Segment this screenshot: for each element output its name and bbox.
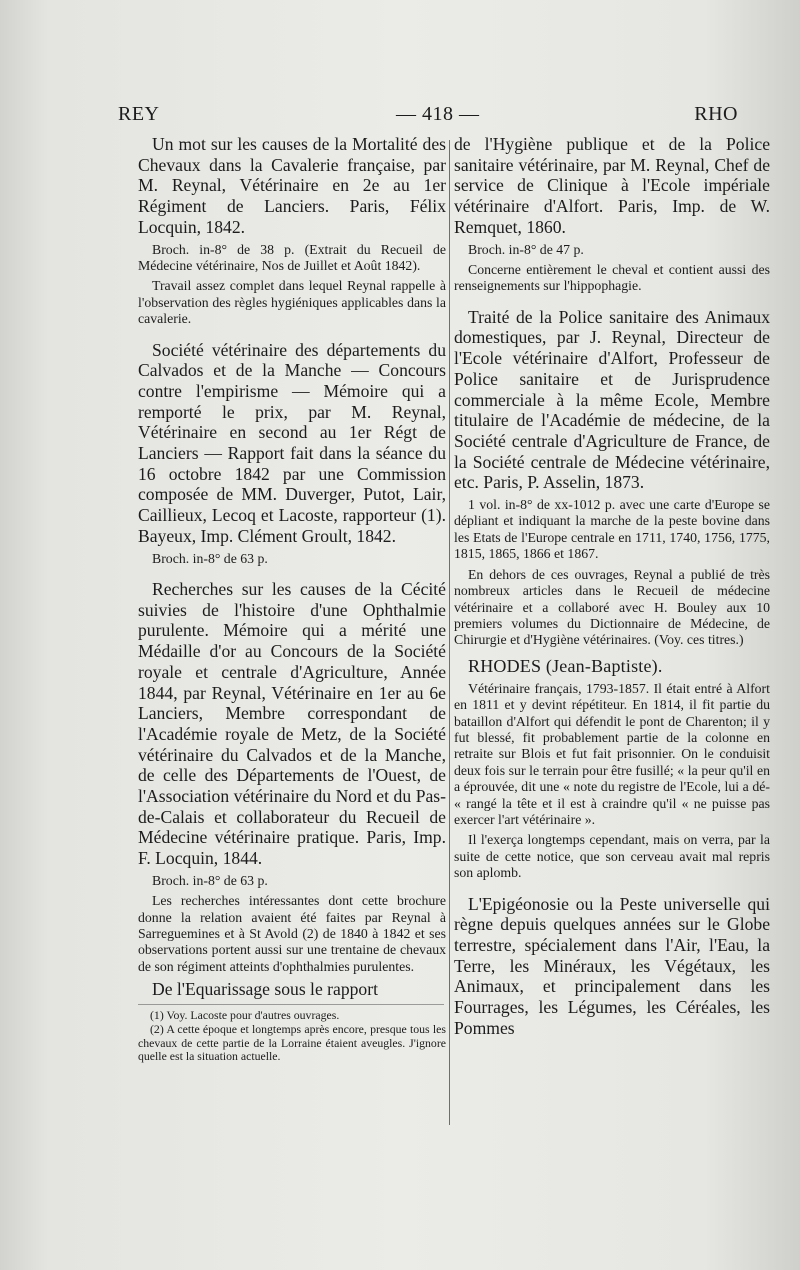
entry-note: Broch. in-8° de 63 p. bbox=[152, 550, 268, 566]
page-number: — 418 — bbox=[396, 103, 480, 125]
bibliography-entry: Recherches sur les causes de la Cécité suivies de l'histoire d'une Ophthalmie purulente. Mémoire qui a mérité une Médaille d'or au Concours de la Société royale et centrale d'Agriculture, Année 1844, par Reynal, Vétérinaire en 1er au 6e Lanciers, Membre correspondant de l'Académie royale de Metz, de la Société vétérinaire du Calvados et de la Manche, de celle des Départements de l'Ouest, de l'Association vétérinaire du Nord et du Pas-de-Calais et collaborateur du Recueil de Médecine vétérinaire pratique. Paris, Imp. F. Locquin, 1844. bbox=[138, 578, 446, 869]
author-heading: RHODES (Jean-Baptiste). bbox=[468, 655, 663, 676]
column-divider bbox=[449, 140, 450, 1125]
entry-note: En dehors de ces ouvrages, Reynal a publié de très nombreux articles dans le Recueil de médecine vétérinaire et a collaboré avec H. Bouley aux 10 premiers volumes du Dictionnaire de Médecine, de Chirurgie et d'Hygiène vétérinaires. (Voy. ces titres.) bbox=[454, 566, 770, 648]
right-column bbox=[454, 134, 770, 1144]
entry-note: Concerne entièrement le cheval et contient aussi des renseignements sur l'hippophagie. bbox=[454, 261, 770, 294]
running-head-right: RHO bbox=[694, 103, 738, 125]
entry-note: 1 vol. in-8° de xx-1012 p. avec une carte d'Europe se dépliant et indiquant la marche de la peste bovine dans les Etats de l'Europe centrale en 1711, 1740, 1756, 1775, 1815, 1865, 1866 et 1867. bbox=[454, 497, 770, 562]
footnote: (2) A cette époque et longtemps après encore, presque tous les chevaux de cette partie de la Lorraine étaient aveugles. J'ignore quelle est la situation actuelle. bbox=[138, 1021, 446, 1064]
bibliography-entry: Société vétérinaire des départements du Calvados et de la Manche — Concours contre l'empirisme — Mémoire qui a remporté le prix, par M. Reynal, Vétérinaire en second au 1er Régt de Lanciers — Rapport fait dans la séance du 16 octobre 1842 par une Commission composée de MM. Duverger, Putot, Lair, Caillieux, Lecoq et Lacoste, rapporteur (1). Bayeux, Imp. Clément Groult, 1842. bbox=[138, 339, 446, 546]
bibliography-entry-continued: de l'Hygiène publique et de la Police sanitaire vétérinaire, par M. Reynal, Chef de service de Clinique à l'Ecole impériale vétérinaire d'Alfort. Paris, Imp. de W. Remquet, 1860. bbox=[454, 134, 770, 237]
biography-note: Vétérinaire français, 1793-1857. Il était entré à Alfort en 1811 et y devint répétiteur. En 1814, il fit partie du bataillon d'Alfort qui défendit le pont de Charenton; il y fut blessé, fit probablement partie de la colonne en retraite sur Blois et fut fait prisonnier. On le conduisit deux fois sur le terrain pour être fusillé; « la peur qu'il en a éprouvée, dit une « note du registre de l'Ecole, lui a dé- « rangé la tête et il est à craindre qu'il « ne puisse pas exercer l'art vétérinaire ». bbox=[454, 680, 770, 827]
biography-note: Il l'exerça longtemps cependant, mais on verra, par la suite de cette notice, que son cerveau avait mal repris son aplomb. bbox=[454, 832, 770, 881]
entry-note: Broch. in-8° de 47 p. bbox=[468, 241, 584, 257]
page-header bbox=[0, 103, 800, 129]
bibliography-entry: Un mot sur les causes de la Mortalité des Chevaux dans la Cavalerie française, par M. Reynal, Vétérinaire en 2e au 1er Régiment de Lanciers. Paris, Félix Locquin, 1842. bbox=[138, 134, 446, 237]
entry-note: Broch. in-8° de 63 p. bbox=[152, 872, 268, 888]
bibliography-entry: De l'Equarissage sous le rapport bbox=[152, 979, 378, 1000]
left-column bbox=[138, 134, 446, 1144]
running-head-left: REY bbox=[118, 103, 160, 125]
entry-note: Les recherches intéressantes dont cette brochure donne la relation avaient été faites par Reynal à Sarreguemines et à St Avold (2) de 1840 à 1842 et ses observations portent aussi sur une trentaine de chevaux de son régiment atteints d'ophthalmies purulentes. bbox=[138, 893, 446, 974]
footnote-rule bbox=[138, 1004, 444, 1005]
bibliography-entry: Traité de la Police sanitaire des Animaux domestiques, par J. Reynal, Directeur de l'Ecole vétérinaire d'Alfort, Professeur de Police sanitaire et de Jurisprudence commerciale à la même Ecole, Membre titulaire de l'Académie de médecine, de la Société centrale d'Agriculture de France, de la Société centrale de Médecine vétérinaire, etc. Paris, P. Asselin, 1873. bbox=[454, 306, 770, 493]
entry-note: Travail assez complet dans lequel Reynal rappelle à l'observation des règles hygiéniques applicables dans la cavalerie. bbox=[138, 278, 446, 327]
footnote: (1) Voy. Lacoste pour d'autres ouvrages. bbox=[150, 1007, 340, 1022]
bibliography-entry: L'Epigéonosie ou la Peste universelle qui règne depuis quelques années sur le Globe terrestre, spécialement dans l'Air, l'Eau, la Terre, les Minéraux, les Végétaux, les Animaux, et principalement dans les Fourrages, les Légumes, les Céréales, les Pommes bbox=[454, 893, 770, 1038]
entry-note: Broch. in-8° de 38 p. (Extrait du Recueil de Médecine vétérinaire, Nos de Juillet et Août 1842). bbox=[138, 241, 446, 273]
